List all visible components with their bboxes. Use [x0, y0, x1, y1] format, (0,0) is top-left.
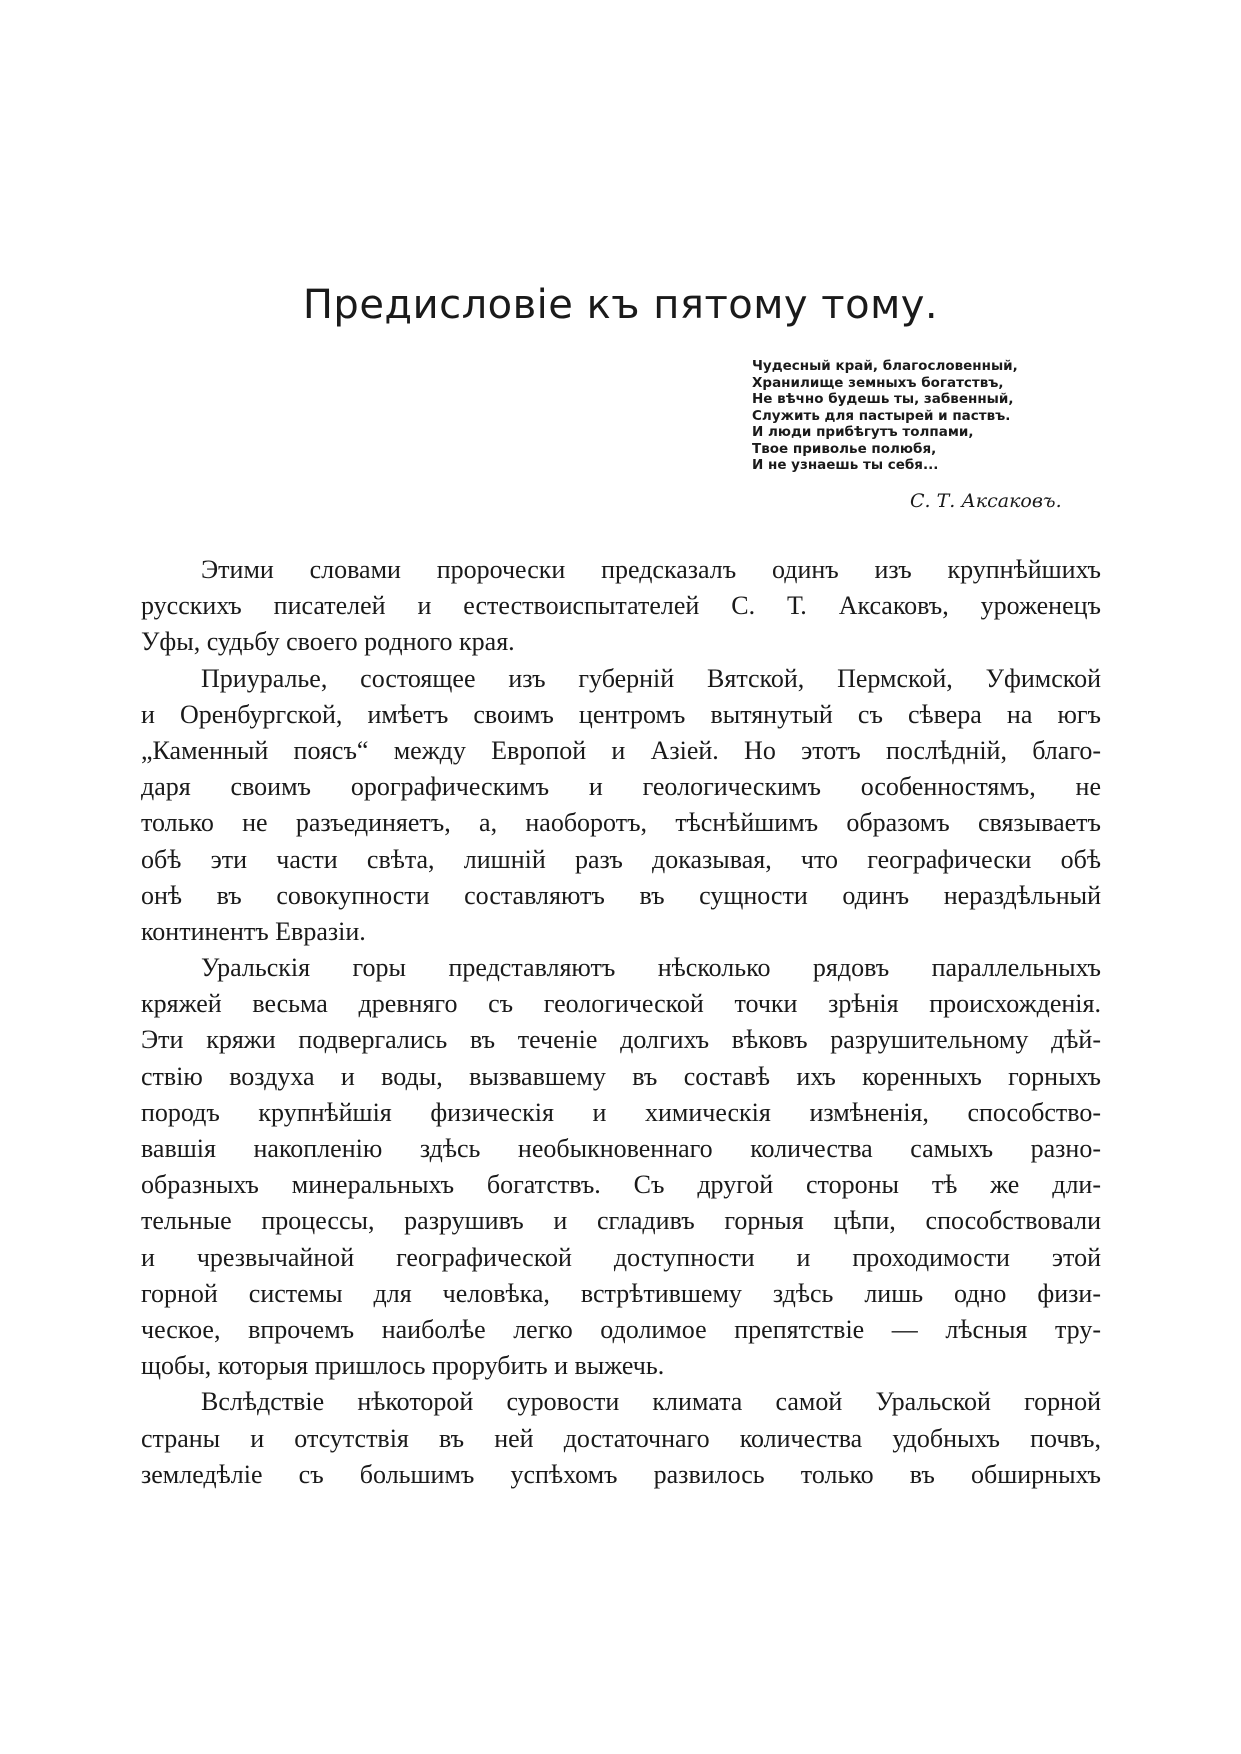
body-line: Эти кряжи подвергались въ теченіе долгихъ вѣковъ разрушительному дѣй- — [141, 1025, 1101, 1055]
epigraph-author: С. Т. Аксаковъ. — [910, 490, 1062, 512]
body-text — [141, 552, 1101, 1493]
epigraph-line: Служить для пастырей и паствъ. — [752, 407, 1011, 424]
body-line: образныхъ минеральныхъ богатствъ. Съ другой стороны тѣ же дли- — [141, 1170, 1101, 1200]
body-line: Уральскія горы представляютъ нѣсколько рядовъ параллельныхъ — [201, 953, 1101, 983]
body-line: Уфы, судьбу своего родного края. — [141, 627, 515, 657]
epigraph-line: И люди прибѣгутъ толпами, — [752, 424, 974, 440]
body-line: обѣ эти части свѣта, лишній разъ доказывая, что географически обѣ — [141, 844, 1101, 874]
body-line: и чрезвычайной географической доступности и проходимости этой — [141, 1242, 1101, 1272]
epigraph-line: Твое приволье полюбя, — [752, 440, 937, 457]
body-line: тельные процессы, разрушивъ и сгладивъ горныя цѣпи, способствовали — [141, 1206, 1101, 1236]
body-line: и Оренбургской, имѣетъ своимъ центромъ вытянутый съ сѣвера на югъ — [141, 699, 1101, 729]
epigraph-line: Не вѣчно будешь ты, забвенный, — [752, 391, 1014, 407]
body-line: Вслѣдствіе нѣкоторой суровости климата самой Уральской горной — [201, 1387, 1101, 1417]
body-line: онѣ въ совокупности составляютъ въ сущности одинъ нераздѣльный — [141, 880, 1101, 910]
page-title: Предисловіе къ пятому тому. — [302, 282, 939, 328]
epigraph — [752, 358, 1152, 474]
body-line: ческое, впрочемъ наиболѣе легко одолимое препятствіе — лѣсныя тру- — [141, 1314, 1101, 1344]
body-line: Этими словами пророчески предсказалъ одинъ изъ крупнѣйшихъ — [201, 555, 1101, 584]
body-line: страны и отсутствія въ ней достаточнаго количества удобныхъ почвъ, — [141, 1423, 1101, 1453]
body-line: только не разъединяетъ, а, наоборотъ, тѣснѣйшимъ образомъ связываетъ — [141, 808, 1101, 838]
body-line: земледѣліе съ большимъ успѣхомъ развилось только въ обширныхъ — [141, 1459, 1101, 1489]
body-line: континентъ Евразіи. — [141, 916, 366, 946]
epigraph-line: Хранилище земныхъ богатствъ, — [752, 374, 1004, 391]
epigraph-line: Чудесный край, благословенный, — [752, 358, 1018, 374]
epigraph-line: И не узнаешь ты себя... — [752, 457, 939, 473]
body-line: кряжей весьма древняго съ геологической точки зрѣнія происхожденія. — [141, 989, 1101, 1019]
body-line: щобы, которыя пришлось прорубить и выжечь. — [141, 1351, 665, 1381]
body-line: породъ крупнѣйшія физическія и химическія измѣненія, способство- — [141, 1097, 1101, 1127]
body-line: русскихъ писателей и естествоиспытателей С. Т. Аксаковъ, уроженецъ — [141, 591, 1101, 621]
body-line: Приуралье, состоящее изъ губерній Вятской, Пермской, Уфимской — [201, 663, 1101, 693]
body-line: ствію воздуха и воды, вызвавшему въ составѣ ихъ коренныхъ горныхъ — [141, 1061, 1101, 1091]
body-line: вавшія накопленію здѣсь необыкновеннаго количества самыхъ разно- — [141, 1134, 1101, 1163]
body-line: горной системы для человѣка, встрѣтившему здѣсь лишь одно физи- — [141, 1278, 1101, 1308]
body-line: „Каменный поясъ“ между Европой и Азіей. Но этотъ послѣдній, благо- — [141, 735, 1101, 765]
body-line: даря своимъ орографическимъ и геологическимъ особенностямъ, не — [141, 772, 1101, 802]
